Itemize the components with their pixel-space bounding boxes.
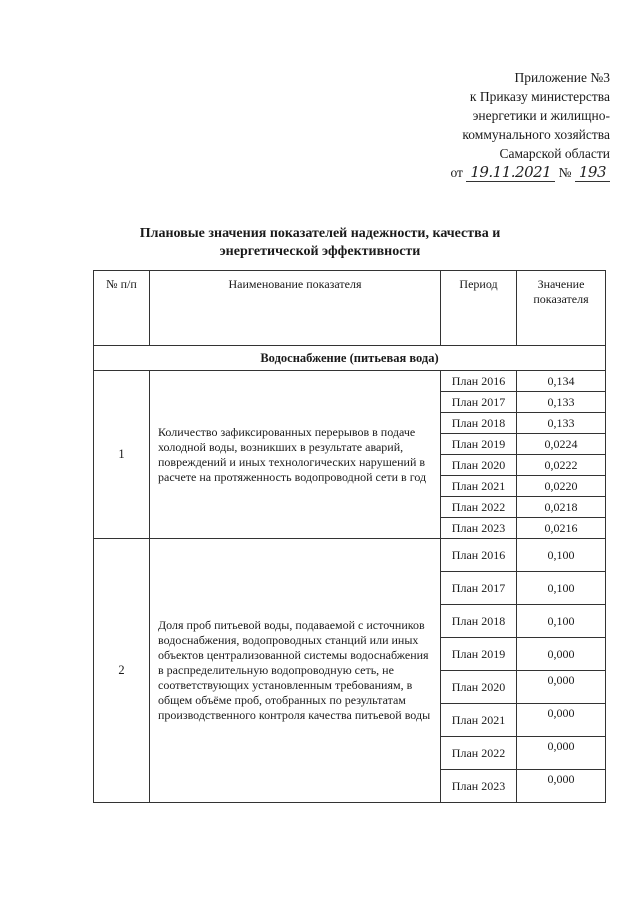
header-name: Наименование показателя <box>150 271 441 346</box>
plan-value: 0,0218 <box>517 497 606 518</box>
indicator-name: Доля проб питьевой воды, подаваемой с источников водоснабжения, водопроводных станций или иных объектов централизованной системы водоснабжения в распределительную водопроводную сеть, не соответствующих установленным требованиям, в общем объёме проб, отобранных по результатам производственного контроля качества питьевой воды <box>150 539 441 803</box>
title-line-2: энергетической эффективности <box>219 244 421 259</box>
section-row <box>94 346 606 371</box>
number-prefix: № <box>558 165 572 180</box>
plan-value: 0,0222 <box>517 455 606 476</box>
date-prefix: от <box>450 165 463 180</box>
plan-value: 0,000 <box>517 704 606 737</box>
plan-value: 0,000 <box>517 638 606 671</box>
appendix-header <box>450 68 610 182</box>
section-title: Водоснабжение (питьевая вода) <box>94 346 606 371</box>
header-line: коммунального хозяйства <box>462 127 610 142</box>
plan-period: План 2019 <box>441 434 517 455</box>
plan-value: 0,000 <box>517 671 606 704</box>
row-number: 1 <box>94 371 150 539</box>
plan-value: 0,100 <box>517 605 606 638</box>
plan-period: План 2018 <box>441 605 517 638</box>
header-value: Значение показателя <box>517 271 606 346</box>
plan-period: План 2016 <box>441 371 517 392</box>
plan-period: План 2022 <box>441 497 517 518</box>
handwritten-number: 193 <box>575 163 610 182</box>
plan-value: 0,0216 <box>517 518 606 539</box>
document-title <box>0 225 640 261</box>
order-date-number <box>450 163 610 182</box>
plan-value: 0,000 <box>517 770 606 803</box>
plan-value: 0,133 <box>517 392 606 413</box>
row-number: 2 <box>94 539 150 803</box>
plan-value: 0,100 <box>517 539 606 572</box>
plan-period: План 2017 <box>441 572 517 605</box>
indicators-table <box>93 270 606 803</box>
header-period: Период <box>441 271 517 346</box>
handwritten-date: 19.11.2021 <box>466 163 555 182</box>
header-line: к Приказу министерства <box>469 89 610 104</box>
table-row <box>94 371 606 392</box>
header-num: № п/п <box>94 271 150 346</box>
plan-period: План 2023 <box>441 770 517 803</box>
plan-period: План 2017 <box>441 392 517 413</box>
plan-value: 0,0224 <box>517 434 606 455</box>
plan-period: План 2016 <box>441 539 517 572</box>
title-line-1: Плановые значения показателей надежности, качества и <box>139 226 501 241</box>
plan-period: План 2023 <box>441 518 517 539</box>
plan-period: План 2022 <box>441 737 517 770</box>
plan-value: 0,0220 <box>517 476 606 497</box>
plan-period: План 2021 <box>441 476 517 497</box>
plan-period: План 2020 <box>441 455 517 476</box>
plan-period: План 2018 <box>441 413 517 434</box>
table-row <box>94 539 606 572</box>
plan-period: План 2019 <box>441 638 517 671</box>
plan-value: 0,000 <box>517 737 606 770</box>
header-line: энергетики и жилищно- <box>472 108 610 123</box>
header-line: Приложение №3 <box>514 70 610 85</box>
plan-value: 0,100 <box>517 572 606 605</box>
indicator-name: Количество зафиксированных перерывов в подаче холодной воды, возникших в результате аварий, повреждений и иных технологических нарушений в расчете на протяженность водопроводной сети в год <box>150 371 441 539</box>
plan-period: План 2020 <box>441 671 517 704</box>
plan-period: План 2021 <box>441 704 517 737</box>
header-line: Самарской области <box>499 146 610 161</box>
plan-value: 0,133 <box>517 413 606 434</box>
table-header-row <box>94 271 606 346</box>
plan-value: 0,134 <box>517 371 606 392</box>
